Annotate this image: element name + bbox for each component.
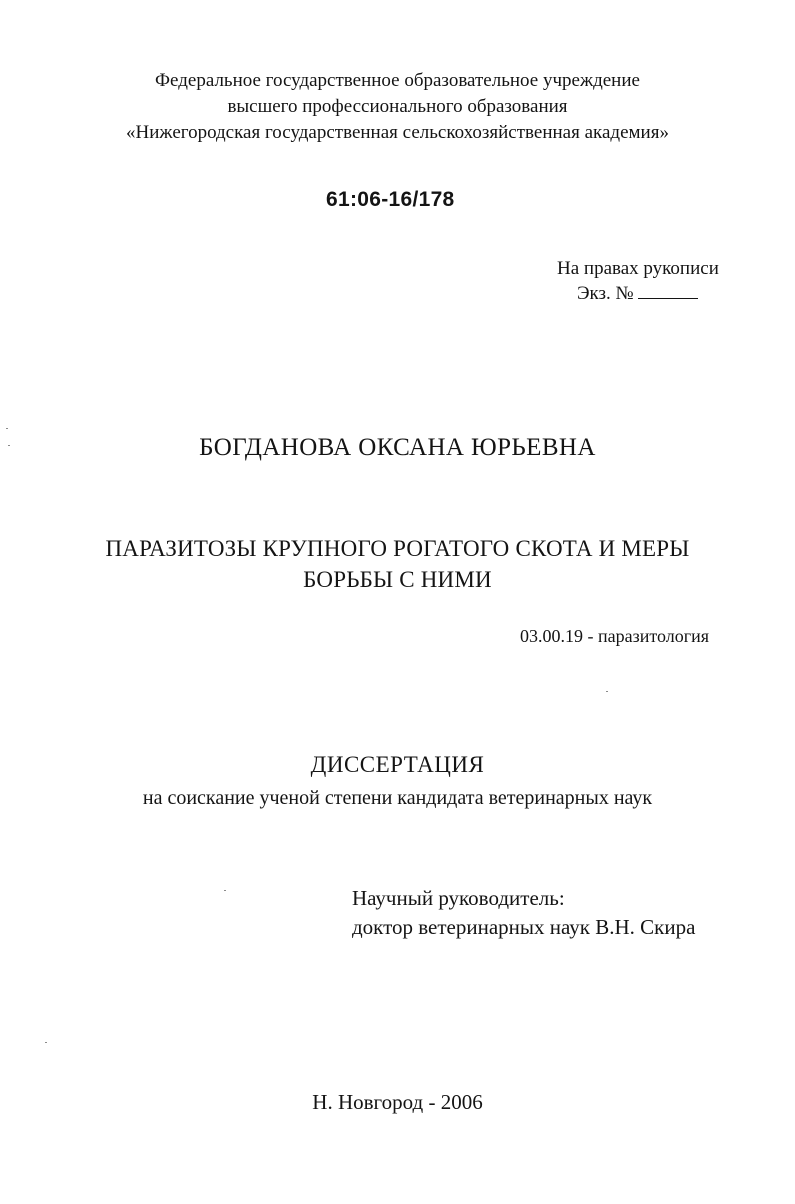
- supervisor-name: доктор ветеринарных наук В.Н. Скира: [352, 915, 696, 939]
- institution-line-1: Федеральное государственное образовательное учреждение: [155, 70, 640, 91]
- copy-number-label: Экз. №: [577, 283, 634, 304]
- city-year: Н. Новгород - 2006: [312, 1090, 483, 1114]
- manuscript-rights-label: На правах рукописи: [557, 258, 719, 279]
- scan-speck: [606, 691, 608, 692]
- title-line-2: БОРЬБЫ С НИМИ: [303, 567, 492, 592]
- scan-speck: [224, 890, 226, 891]
- scan-speck: [6, 428, 8, 429]
- supervisor-block: [352, 884, 695, 942]
- dissertation-title: [0, 533, 795, 595]
- copy-number-blank: [638, 282, 698, 299]
- archive-code: 61:06-16/178: [326, 188, 455, 211]
- title-line-1: ПАРАЗИТОЗЫ КРУПНОГО РОГАТОГО СКОТА И МЕРЫ: [105, 536, 690, 561]
- author-name: БОГДАНОВА ОКСАНА ЮРЬЕВНА: [199, 434, 596, 461]
- degree-description: на соискание ученой степени кандидата ветеринарных наук: [142, 787, 653, 809]
- scan-speck: [8, 445, 10, 446]
- copy-number-line: [557, 281, 719, 306]
- supervisor-label: Научный руководитель:: [352, 886, 565, 910]
- specialty-code: 03.00.19 - паразитология: [520, 626, 710, 646]
- scan-speck: [45, 1042, 47, 1043]
- institution-line-3: «Нижегородская государственная сельскохозяйственная академия»: [126, 122, 669, 143]
- institution-line-2: высшего профессионального образования: [227, 96, 568, 117]
- manuscript-rights-block: [557, 256, 719, 306]
- document-type: ДИССЕРТАЦИЯ: [310, 752, 485, 777]
- institution-header: [0, 68, 795, 146]
